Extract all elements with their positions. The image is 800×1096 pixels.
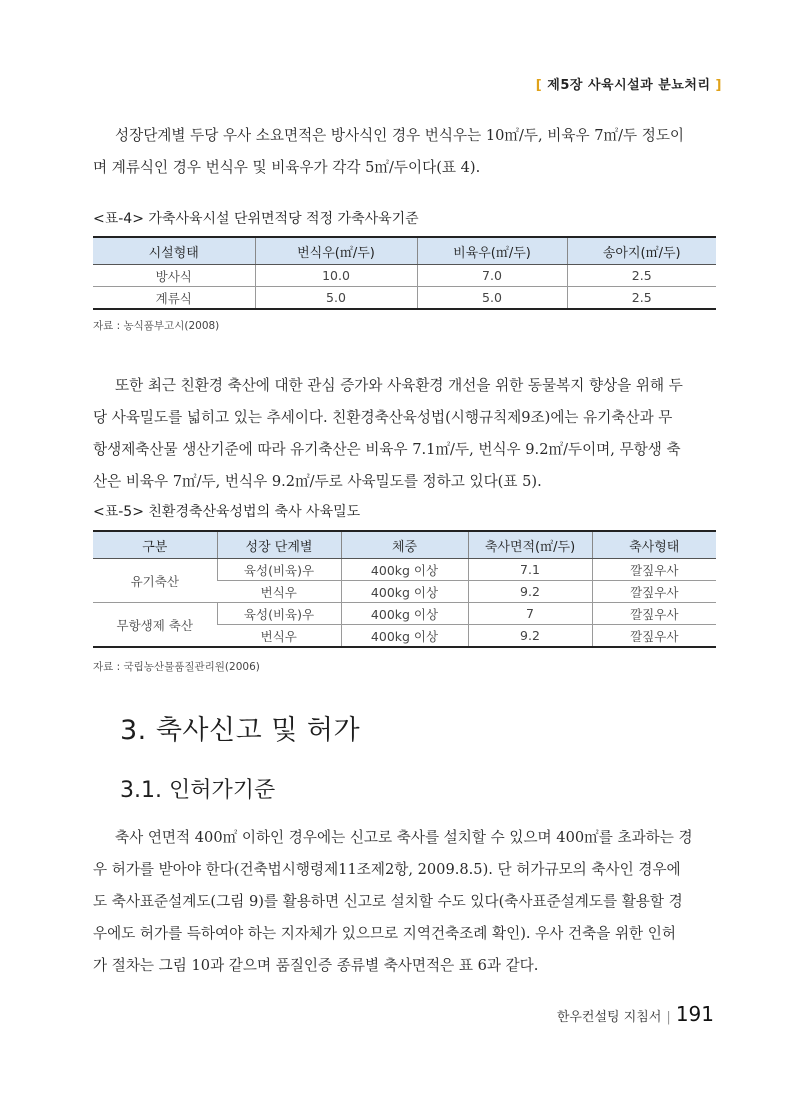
paragraph-permit-criteria (93, 822, 718, 982)
table-cell: 400kg 이상 (341, 581, 468, 603)
header-bracket-close: ] (715, 78, 722, 93)
paragraph-animal-welfare (93, 370, 718, 498)
column-header: 축사면적(㎡/두) (468, 531, 592, 559)
subsection-heading: 3.1. 인허가기준 (120, 778, 276, 803)
table-cell: 계류식 (93, 287, 255, 310)
table4-title: <표-4> 가축사육시설 단위면적당 적정 가축사육기준 (93, 211, 419, 227)
section-heading: 3. 축사신고 및 허가 (120, 715, 361, 746)
table-header-row (93, 531, 716, 559)
header-bracket-open: [ (535, 78, 543, 93)
table-cell: 2.5 (567, 265, 716, 287)
table-cell: 400kg 이상 (341, 603, 468, 625)
column-header: 성장 단계별 (217, 531, 341, 559)
footer-separator: | (666, 1010, 671, 1025)
table-cell: 깔짚우사 (592, 603, 716, 625)
text-line: 가 절차는 그림 10과 같으며 품질인증 종류별 축사면적은 표 6과 같다. (93, 957, 539, 974)
table5-title: <표-5> 친환경축산육성법의 축사 사육밀도 (93, 504, 361, 520)
text-line: 성장단계별 두당 우사 소요면적은 방사식인 경우 번식우는 10㎡/두, 비육우 7㎡/두 정도이 (115, 127, 685, 144)
text-line: 산은 비육우 7㎡/두, 번식우 9.2㎡/두로 사육밀도를 정하고 있다(표 5). (93, 473, 542, 490)
table-cell: 육성(비육)우 (217, 603, 341, 625)
page-footer (557, 1002, 714, 1026)
text-line: 항생제축산물 생산기준에 따라 유기축산은 비육우 7.1㎡/두, 번식우 9.2㎡/두이며, 무항생 축 (93, 441, 681, 458)
column-header: 축사형태 (592, 531, 716, 559)
table-cell: 깔짚우사 (592, 581, 716, 603)
table5-source: 자료 : 국립농산물품질관리원(2006) (93, 661, 260, 673)
group-label-cell: 유기축산 (93, 559, 217, 603)
table-cell: 방사식 (93, 265, 255, 287)
table-cell: 400kg 이상 (341, 559, 468, 581)
table-cell: 9.2 (468, 625, 592, 648)
group-label-cell: 무항생제 축산 (93, 603, 217, 648)
column-header: 구분 (93, 531, 217, 559)
table-cell: 육성(비육)우 (217, 559, 341, 581)
table-cell: 9.2 (468, 581, 592, 603)
column-header: 번식우(㎡/두) (255, 237, 417, 265)
table-row (93, 559, 716, 581)
column-header: 체중 (341, 531, 468, 559)
table-cell: 7.0 (417, 265, 567, 287)
table-cell: 5.0 (255, 287, 417, 310)
paragraph-space-requirements (93, 120, 718, 184)
table-cell: 5.0 (417, 287, 567, 310)
table-row (93, 603, 716, 625)
table4-source: 자료 : 농식품부고시(2008) (93, 320, 220, 332)
table5-eco-density (93, 530, 716, 648)
column-header: 시설형태 (93, 237, 255, 265)
table-cell: 10.0 (255, 265, 417, 287)
table-row (93, 265, 716, 287)
table-header-row (93, 237, 716, 265)
text-line: 당 사육밀도를 넓히고 있는 추세이다. 친환경축산육성법(시행규칙제9조)에는 유기축산과 무 (93, 409, 673, 426)
text-line: 도 축사표준설계도(그림 9)를 활용하면 신고로 설치할 수도 있다(축사표준설계도를 활용할 경 (93, 893, 683, 910)
column-header: 송아지(㎡/두) (567, 237, 716, 265)
chapter-title: 제5장 사육시설과 분뇨처리 (547, 78, 711, 93)
table4-stocking-standards (93, 236, 716, 310)
text-line: 우 허가를 받아야 한다(건축법시행령제11조제2항, 2009.8.5). 단 허가규모의 축사인 경우에 (93, 861, 681, 878)
table-row (93, 287, 716, 310)
text-line: 또한 최근 친환경 축산에 대한 관심 증가와 사육환경 개선을 위한 동물복지 향상을 위해 두 (115, 377, 683, 394)
table-cell: 2.5 (567, 287, 716, 310)
table-cell: 번식우 (217, 625, 341, 648)
text-line: 며 계류식인 경우 번식우 및 비육우가 각각 5㎡/두이다(표 4). (93, 159, 481, 176)
text-line: 축사 연면적 400㎡ 이하인 경우에는 신고로 축사를 설치할 수 있으며 400㎡를 초과하는 경 (115, 829, 693, 846)
table-cell: 깔짚우사 (592, 559, 716, 581)
text-line: 우에도 허가를 득하여야 하는 지자체가 있으므로 지역건축조례 확인). 우사 건축을 위한 인허 (93, 925, 676, 942)
table-cell: 7 (468, 603, 592, 625)
book-title: 한우컨설팅 지침서 (556, 1010, 662, 1025)
table-cell: 깔짚우사 (592, 625, 716, 648)
column-header: 비육우(㎡/두) (417, 237, 567, 265)
chapter-header (536, 74, 722, 93)
page-number: 191 (675, 1002, 714, 1026)
table-cell: 7.1 (468, 559, 592, 581)
table-cell: 400kg 이상 (341, 625, 468, 648)
table-cell: 번식우 (217, 581, 341, 603)
